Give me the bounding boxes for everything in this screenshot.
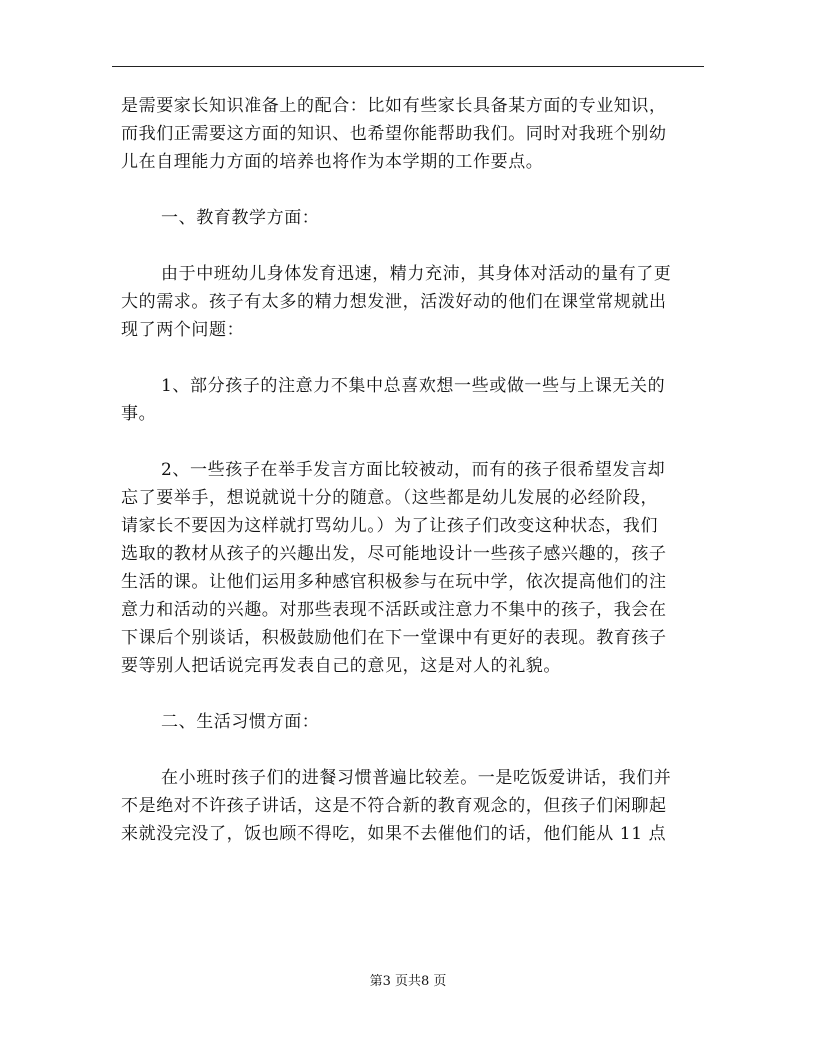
text-line: 来就没完没了，饭也顾不得吃，如果不去催他们的话，他们能从 11 点 [121, 824, 667, 844]
page-number-label: 第3 页共8 页 [369, 974, 447, 989]
page-footer [0, 970, 816, 989]
text-line: 大的需求。孩子有太多的精力想发泄，活泼好动的他们在课堂常规就出 [121, 292, 667, 312]
text-line: 生活的课。让他们运用多种感官积极参与在玩中学，依次提高他们的注 [121, 572, 667, 592]
paragraph-problem-1 [121, 372, 704, 428]
text-line: 在小班时孩子们的进餐习惯普遍比较差。一是吃饭爱讲话，我们并 [161, 768, 672, 788]
document-body [121, 92, 704, 876]
paragraph-habits-intro [121, 764, 704, 848]
section-heading-habits [121, 708, 704, 736]
text-line: 由于中班幼儿身体发育迅速，精力充沛，其身体对活动的量有了更 [161, 264, 672, 284]
paragraph-intro-continuation [121, 92, 704, 176]
text-line: 事。 [121, 404, 157, 424]
text-line: 忘了要举手，想说就说十分的随意。（这些都是幼儿发展的必经阶段， [121, 488, 659, 508]
section-heading-text: 一、教育教学方面： [161, 208, 320, 228]
text-line: 是需要家长知识准备上的配合：比如有些家长具备某方面的专业知识， [121, 96, 667, 116]
text-line: 下课后个别谈话，积极鼓励他们在下一堂课中有更好的表现。教育孩子 [121, 628, 667, 648]
text-line: 现了两个问题： [121, 320, 245, 340]
text-line: 选取的教材从孩子的兴趣出发，尽可能地设计一些孩子感兴趣的，孩子 [121, 544, 667, 564]
section-heading-text: 二、生活习惯方面： [161, 712, 320, 732]
text-line: 2、一些孩子在举手发言方面比较被动，而有的孩子很希望发言却 [161, 460, 666, 480]
text-line: 不是绝对不许孩子讲话，这是不符合新的教育观念的，但孩子们闲聊起 [121, 796, 667, 816]
text-line: 1、部分孩子的注意力不集中总喜欢想一些或做一些与上课无关的 [161, 376, 666, 396]
paragraph-teaching-intro [121, 260, 704, 344]
text-line: 请家长不要因为这样就打骂幼儿。）为了让孩子们改变这种状态，我们 [121, 516, 659, 536]
text-line: 要等别人把话说完再发表自己的意见，这是对人的礼貌。 [121, 656, 561, 676]
section-heading-teaching [121, 204, 704, 232]
text-line: 而我们正需要这方面的知识、也希望你能帮助我们。同时对我班个别幼 [121, 124, 667, 144]
paragraph-problem-2 [121, 456, 704, 680]
text-line: 儿在自理能力方面的培养也将作为本学期的工作要点。 [121, 152, 544, 172]
text-line: 意力和活动的兴趣。对那些表现不活跃或注意力不集中的孩子，我会在 [121, 600, 667, 620]
header-rule [112, 66, 704, 67]
